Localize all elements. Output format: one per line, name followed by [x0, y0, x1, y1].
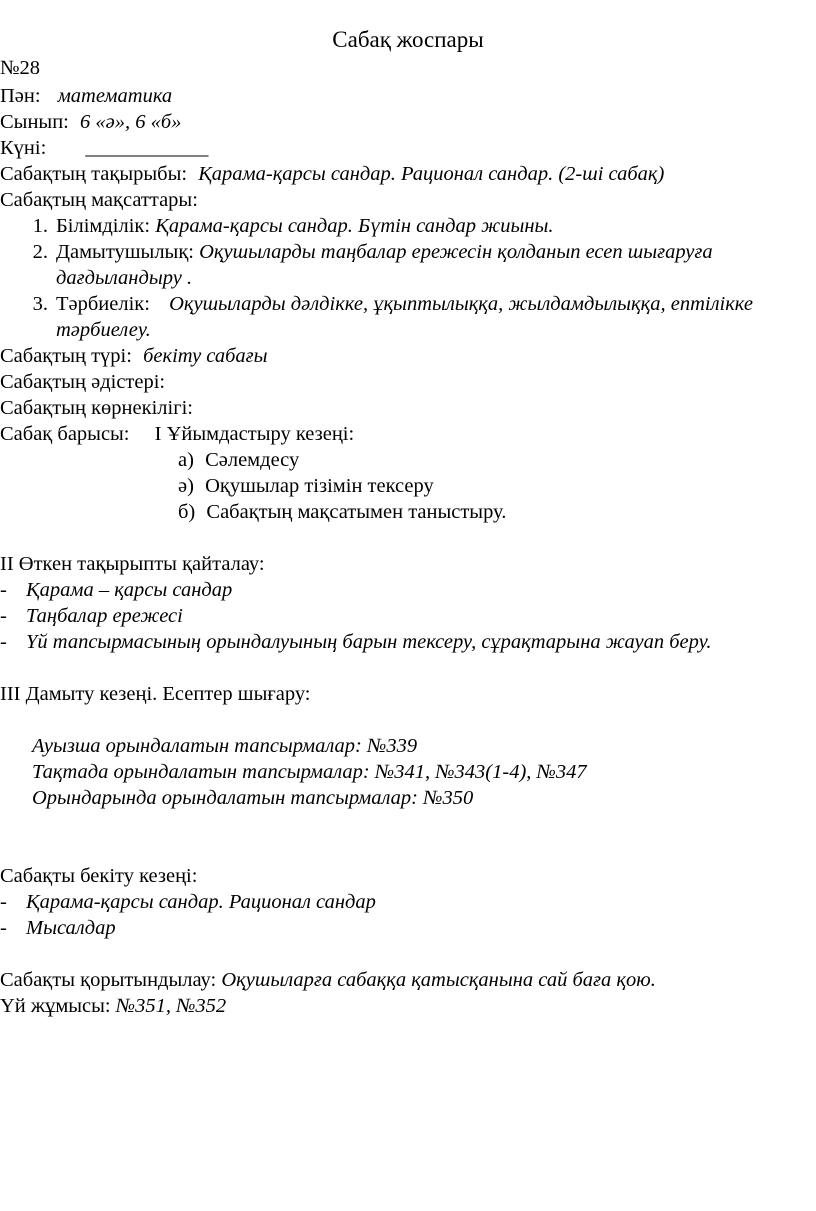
consolidation-item — [0, 890, 376, 914]
consolidation-heading: Сабақты бекіту кезеңі: — [0, 865, 198, 887]
step-mark: б) — [178, 501, 196, 523]
topic-label: Сабақтың тақырыбы: — [0, 163, 188, 185]
process-step — [178, 448, 299, 472]
subject-row — [0, 84, 172, 108]
goal-text: Оқушыларды таңбалар ережесін қолданып есеп шығаруға — [199, 241, 713, 263]
summary-row — [0, 968, 656, 992]
homework-row — [0, 994, 226, 1018]
goal-text-continued: тәрбиелеу. — [56, 319, 151, 341]
process-step — [178, 500, 506, 524]
methods-label: Сабақтың әдістері: — [0, 371, 166, 393]
review-item-text: Үй тапсырмасының орындалуының барын тексеру, сұрақтарына жауап беру. — [26, 631, 712, 653]
goal-label: Тәрбиелік: — [56, 293, 150, 315]
review-heading: II Өткен тақырыпты қайталау: — [0, 553, 265, 575]
review-item-text: Таңбалар ережесі — [26, 605, 183, 627]
lesson-type-row — [0, 344, 268, 368]
bullet-dash: - — [0, 891, 7, 913]
step-text: Сәлемдесу — [205, 449, 300, 471]
date-row — [0, 136, 208, 160]
step-mark: ә) — [178, 475, 194, 497]
goal-text-continued: дағдыландыру . — [56, 267, 193, 289]
bullet-dash: - — [0, 917, 7, 939]
task-line: Орындарында орындалатын тапсырмалар: №350 — [32, 787, 474, 809]
grade-row — [0, 110, 181, 134]
bullet-dash: - — [0, 631, 7, 653]
goal-number: 2. — [32, 241, 48, 263]
task-line: Ауызша орындалатын тапсырмалар: №339 — [32, 735, 418, 757]
process-step — [178, 474, 434, 498]
consolidation-item-text: Мысалдар — [26, 917, 116, 939]
consolidation-item-text: Қарама-қарсы сандар. Рационал сандар — [26, 891, 376, 913]
date-value: ____________ — [85, 137, 209, 159]
goal-number: 3. — [32, 293, 48, 315]
grade-label: Сынып: — [0, 111, 69, 133]
review-item — [0, 604, 183, 628]
homework-value: №351, №352 — [115, 995, 227, 1017]
summary-value: Оқушыларға сабаққа қатысқанына сай баға қою. — [221, 969, 656, 991]
topic-value: Қарама-қарсы сандар. Рационал сандар. (2-ші сабақ) — [198, 163, 665, 185]
review-item — [0, 630, 712, 654]
goal-item — [24, 214, 554, 238]
stage-one-heading: I Ұйымдастыру кезеңі: — [154, 423, 355, 445]
lesson-number: №28 — [0, 57, 41, 79]
visuals-label: Сабақтың көрнекілігі: — [0, 397, 193, 419]
goals-heading: Сабақтың мақсаттары: — [0, 189, 198, 211]
development-heading: III Дамыту кезеңі. Есептер шығару: — [0, 683, 311, 705]
subject-label: Пән: — [0, 85, 41, 107]
step-text: Оқушылар тізімін тексеру — [205, 475, 434, 497]
subject-value: математика — [57, 85, 173, 107]
goal-item — [24, 292, 753, 316]
summary-label: Сабақты қорытындылау: — [0, 969, 217, 991]
review-item-text: Қарама – қарсы сандар — [26, 579, 233, 601]
consolidation-item — [0, 916, 116, 940]
goal-text: Оқушыларды дәлдікке, ұқыптылыққа, жылдамдылыққа, ептілікке — [169, 293, 753, 315]
process-label: Сабақ барысы: — [0, 423, 130, 445]
review-item — [0, 578, 232, 602]
grade-value: 6 «ә», 6 «б» — [79, 111, 182, 133]
lesson-type-label: Сабақтың түрі: — [0, 345, 132, 367]
goal-item — [24, 240, 713, 264]
step-mark: а) — [178, 449, 194, 471]
topic-row — [0, 162, 664, 186]
page-title: Сабақ жоспары — [332, 27, 484, 52]
date-label: Күні: — [0, 137, 47, 159]
bullet-dash: - — [0, 579, 7, 601]
step-text: Сабақтың мақсатымен таныстыру. — [206, 501, 507, 523]
goal-label: Дамытушылық: — [56, 241, 194, 263]
lesson-type-value: бекіту сабағы — [143, 345, 268, 367]
homework-label: Үй жұмысы: — [0, 995, 111, 1017]
goal-label: Білімділік: — [56, 215, 151, 237]
goal-number: 1. — [32, 215, 48, 237]
task-line: Тақтада орындалатын тапсырмалар: №341, №343(1-4), №347 — [32, 761, 587, 783]
goal-text: Қарама-қарсы сандар. Бүтін сандар жиыны. — [155, 215, 554, 237]
process-row — [0, 422, 354, 446]
bullet-dash: - — [0, 605, 7, 627]
